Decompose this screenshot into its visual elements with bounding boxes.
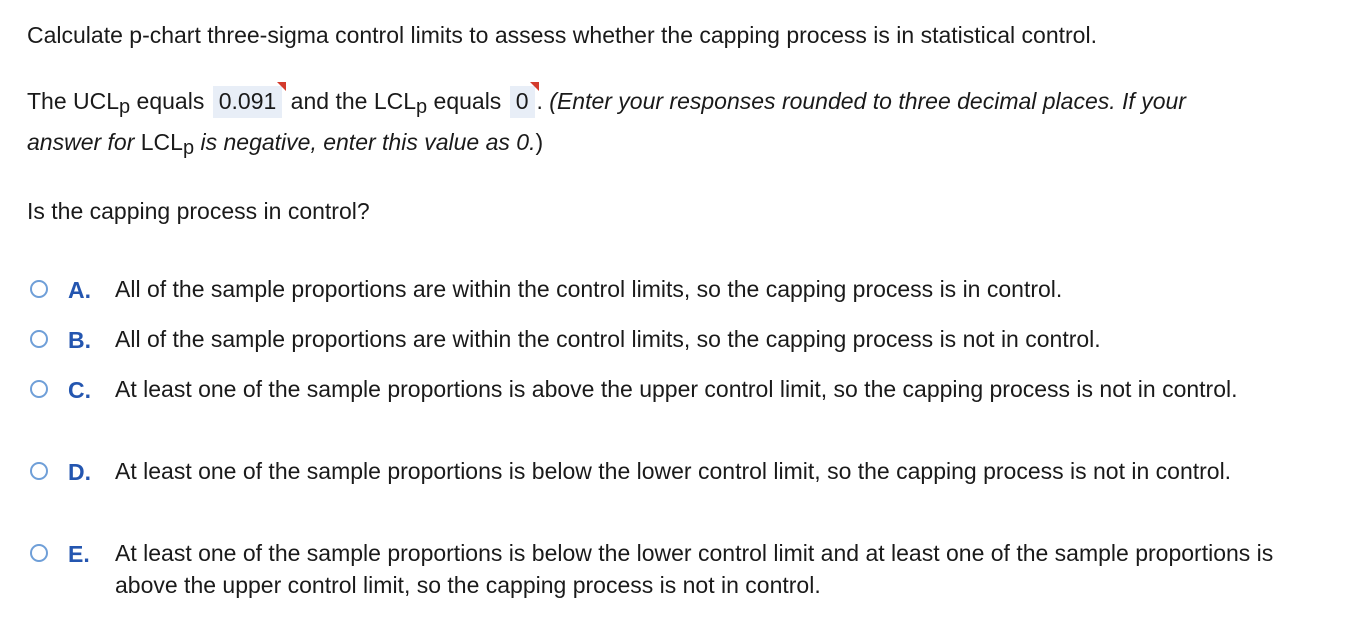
option-text: All of the sample proportions are within the control limits, so the capping process is in control.	[115, 276, 1063, 302]
option-letter: C.	[68, 377, 91, 403]
option-letter: A.	[68, 277, 91, 303]
radio-button-d[interactable]	[30, 462, 48, 480]
control-limits-sentence	[27, 86, 1186, 118]
in-control-prompt: Is the capping process in control?	[27, 198, 370, 224]
instruction-lcl-subscript: p	[182, 137, 195, 159]
ucl-answer-field[interactable]	[213, 86, 283, 118]
option-letter: E.	[68, 541, 90, 567]
instruction-text-1: (Enter your responses rounded to three decimal places. If your	[549, 88, 1186, 114]
instruction-lcl-label: LCL	[140, 129, 183, 155]
radio-button-e[interactable]	[30, 544, 48, 562]
equals-text: equals	[427, 88, 508, 114]
lcl-subscript: p	[416, 96, 428, 118]
option-text: At least one of the sample proportions is below the lower control limit, so the capping process is not in control.	[115, 458, 1232, 484]
radio-button-a[interactable]	[30, 280, 48, 298]
lcl-value: 0	[515, 88, 529, 114]
option-letter: D.	[68, 459, 91, 485]
option-text: At least one of the sample proportions is above the upper control limit, so the capping process is not in control.	[115, 376, 1238, 402]
instruction-text-2b: is negative, enter this value as 0.	[194, 129, 536, 155]
option-text: All of the sample proportions are within the control limits, so the capping process is not in control.	[115, 326, 1101, 352]
instruction-line-2	[27, 129, 544, 159]
incorrect-flag-icon	[530, 82, 539, 91]
radio-button-b[interactable]	[30, 330, 48, 348]
ucl-subscript: p	[119, 96, 131, 118]
question-text: Calculate p-chart three-sigma control limits to assess whether the capping process is in statistical control.	[27, 22, 1097, 48]
lcl-label: and the LCL	[284, 88, 417, 114]
radio-button-c[interactable]	[30, 380, 48, 398]
option-letter: B.	[68, 327, 91, 353]
incorrect-flag-icon	[277, 82, 286, 91]
ucl-label: The UCL	[27, 88, 120, 114]
instruction-text-2a: answer for	[27, 129, 141, 155]
option-text: At least one of the sample proportions is below the lower control limit and at least one of the sample proportions is above the upper control limit, so the capping process is not in control.	[115, 540, 1274, 598]
lcl-answer-field[interactable]	[510, 86, 535, 118]
equals-text: equals	[130, 88, 211, 114]
period-text: .	[536, 88, 550, 114]
instruction-close: )	[535, 129, 544, 155]
ucl-value: 0.091	[218, 88, 277, 114]
